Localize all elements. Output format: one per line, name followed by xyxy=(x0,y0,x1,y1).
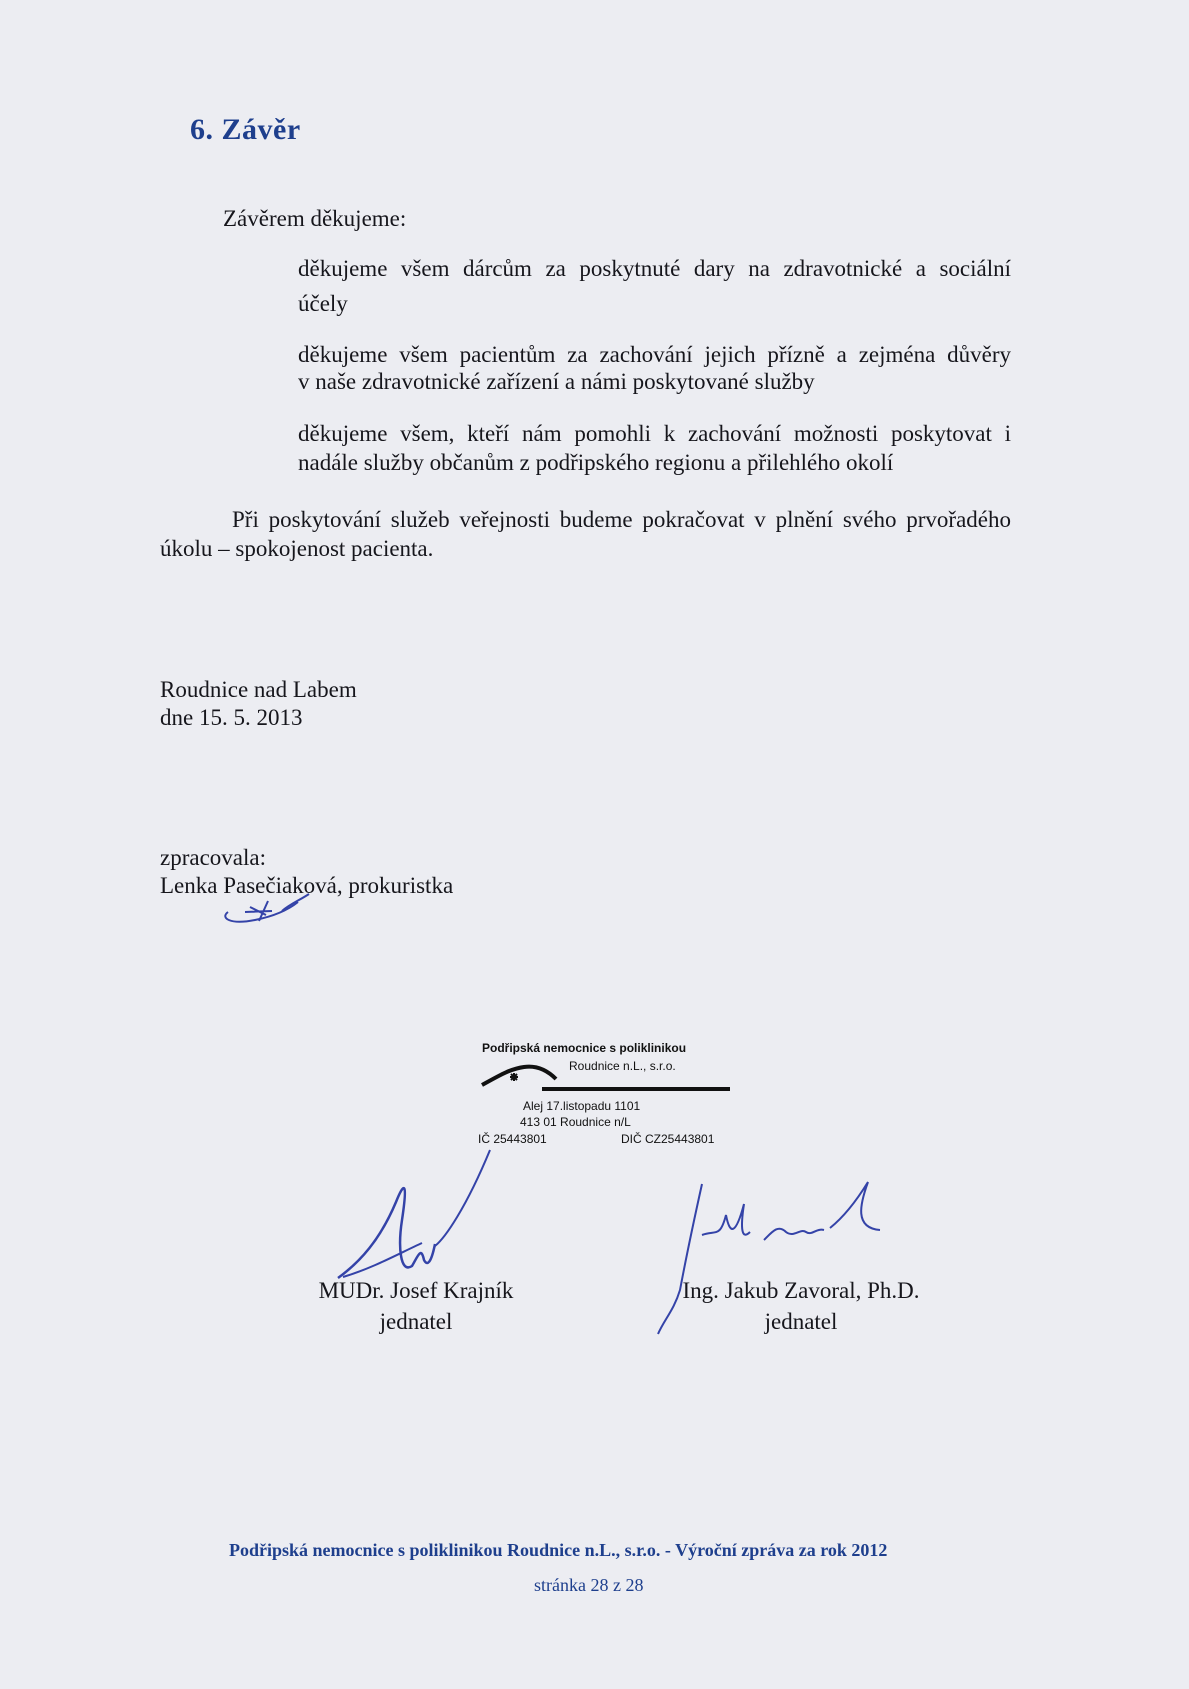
footer-title: Podřipská nemocnice s poliklinikou Roudnice n.L., s.r.o. - Výroční zpráva za rok 2012 xyxy=(229,1540,888,1560)
stamp-address-street: Alej 17.listopadu 1101 xyxy=(523,1099,641,1113)
date-text: dne 15. 5. 2013 xyxy=(160,705,303,730)
prepared-by-name: Lenka Pasečiaková, prokuristka xyxy=(160,873,454,898)
stamp-ic: IČ 25443801 xyxy=(478,1132,547,1146)
signatory-1-name: MUDr. Josef Krajník xyxy=(318,1278,514,1303)
paragraph-1-line-2: účely xyxy=(298,291,348,316)
paragraph-2-line-1: děkujeme všem pacientům za zachování jejich přízně a zejména důvěry xyxy=(298,342,1011,367)
stamp-dic: DIČ CZ25443801 xyxy=(621,1132,715,1146)
stamp-address-city: 413 01 Roudnice n/L xyxy=(520,1115,631,1129)
stamp-rule xyxy=(542,1087,730,1091)
stamp-company-name: Podřipská nemocnice s poliklinikou xyxy=(482,1041,687,1055)
closing-line-1: Při poskytování služeb veřejnosti budeme pokračovat v plnění svého prvořadého xyxy=(232,507,1011,532)
stamp-company-city: Roudnice n.L., s.r.o. xyxy=(569,1059,676,1073)
signatory-2-name: Ing. Jakub Zavoral, Ph.D. xyxy=(682,1278,920,1303)
company-stamp xyxy=(478,1038,732,1148)
prepared-by-label: zpracovala: xyxy=(160,845,266,870)
signatory-2-role: jednatel xyxy=(764,1309,838,1334)
signatory-1-role: jednatel xyxy=(379,1309,453,1334)
place-text: Roudnice nad Labem xyxy=(160,677,357,702)
paragraph-3-line-2: nadále služby občanům z podřipského regionu a přilehlého okolí xyxy=(298,450,894,475)
page-number: stránka 28 z 28 xyxy=(534,1575,644,1595)
paragraph-2-line-2: v naše zdravotnické zařízení a námi poskytované služby xyxy=(298,369,815,394)
section-heading: 6. Závěr xyxy=(190,113,301,146)
initials-signature-image xyxy=(210,890,320,930)
closing-line-2: úkolu – spokojenost pacienta. xyxy=(160,536,434,561)
paragraph-3-line-1: děkujeme všem, kteří nám pomohli k zachování možnosti poskytovat i xyxy=(298,421,1011,446)
intro-text: Závěrem děkujeme: xyxy=(223,206,407,231)
paragraph-1-line-1: děkujeme všem dárcům za poskytnuté dary na zdravotnické a sociální xyxy=(298,256,1011,281)
stamp-logo-icon xyxy=(482,1055,562,1087)
